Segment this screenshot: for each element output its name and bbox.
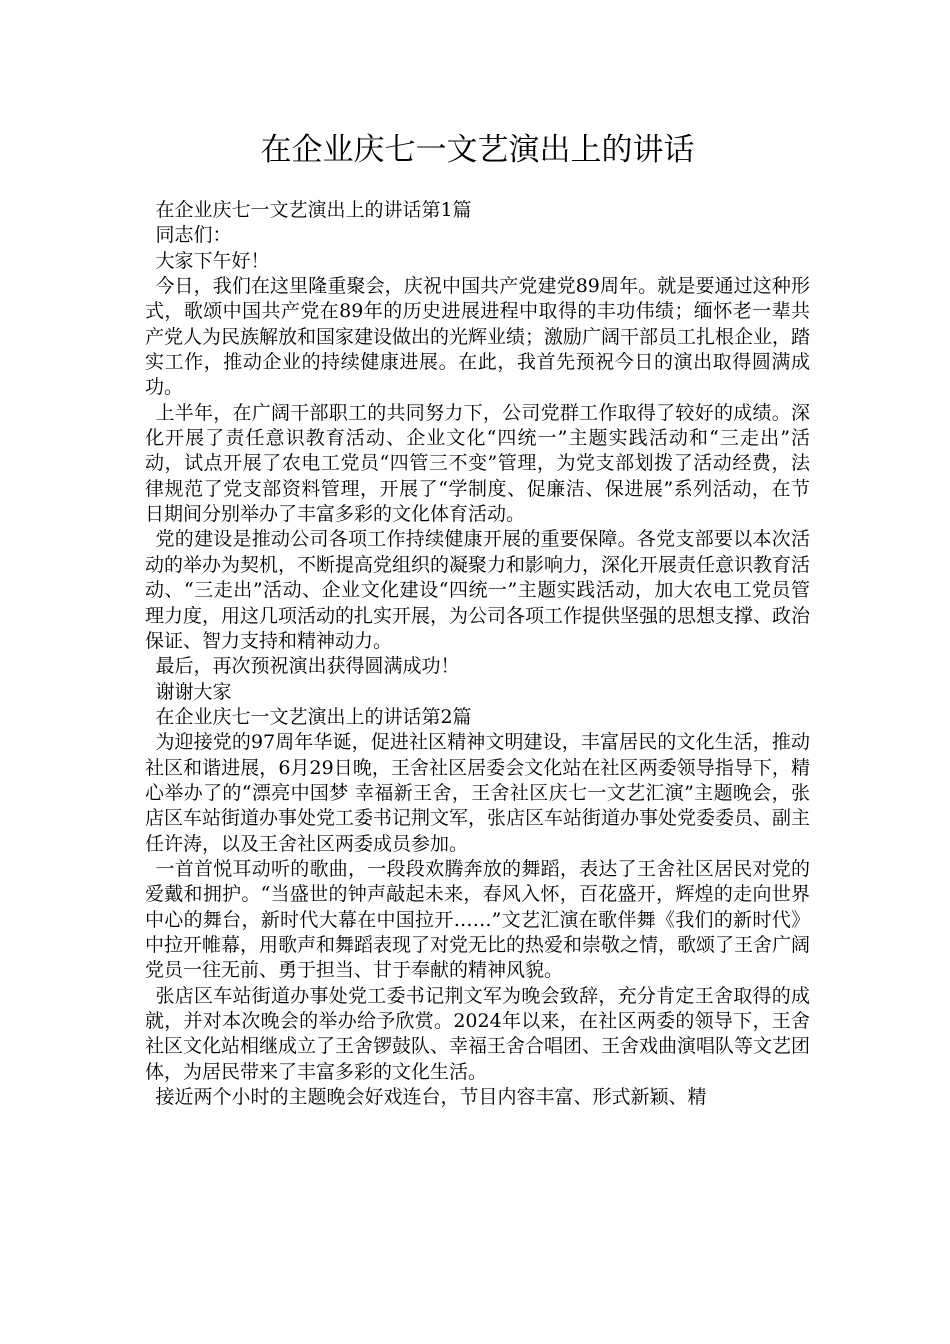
body-paragraph: 今日，我们在这里隆重聚会，庆祝中国共产党建党89周年。就是要通过这种形式，歌颂中国共产党在89年的历史进展进程中取得的丰功伟绩；缅怀老一辈共产党人为民族解放和国家建设做出的光辉业绩；激励广阔干部员工扎根企业，踏实工作，推动企业的持续健康进展。在此，我首先预祝今日的演出取得圆满成功。 <box>145 275 810 399</box>
greeting: 大家下午好！ <box>155 249 270 272</box>
section-heading-1: 在企业庆七一文艺演出上的讲话第1篇 <box>155 199 472 221</box>
document-title: 在企业庆七一文艺演出上的讲话 <box>260 132 695 168</box>
document-body <box>145 198 810 1110</box>
thanks: 谢谢大家 <box>155 680 232 703</box>
closing-wish: 最后，再次预祝演出获得圆满成功！ <box>155 655 460 678</box>
body-paragraph: 上半年，在广阔干部职工的共同努力下，公司党群工作取得了较好的成绩。深化开展了责任意识教育活动、企业文化“四统一”主题实践活动和“三走出”活动，试点开展了农电工党员“四管三不变”管理，为党支部划拨了活动经费，法律规范了党支部资料管理，开展了“学制度、促廉洁、保进展”系列活动，在节日期间分别举办了丰富多彩的文化体育活动。 <box>145 401 810 526</box>
section-heading-2: 在企业庆七一文艺演出上的讲话第2篇 <box>155 705 472 728</box>
body-paragraph: 党的建设是推动公司各项工作持续健康开展的重要保障。各党支部要以本次活动的举办为契机，不断提高党组织的凝聚力和影响力，深化开展责任意识教育活动、“三走出”活动、企业文化建设“四统一”主题实践活动，加大农电工党员管理力度，用这几项活动的扎实开展，为公司各项工作提供坚强的思想支撑、政治保证、智力支持和精神动力。 <box>145 528 810 652</box>
body-paragraph: 为迎接党的97周年华诞，促进社区精神文明建设，丰富居民的文化生活，推动社区和谐进展，6月29日晚，王舍社区居委会文化站在社区两委领导指导下，精心举办了的“漂亮中国梦 幸福新王舍，王舍社区庆七一文艺汇演”主题晚会，张店区车站街道办事处党工委书记荆文军，张店区车站街道办事处党委委员、副主任许涛，以及王舍社区两委成员参加。 <box>145 731 810 855</box>
body-paragraph: 一首首悦耳动听的歌曲，一段段欢腾奔放的舞蹈，表达了王舍社区居民对党的爱戴和拥护。“当盛世的钟声敲起未来，春风入怀，百花盛开，辉煌的走向世界中心的舞台，新时代大幕在中国拉开……”文艺汇演在歌伴舞《我们的新时代》中拉开帷幕，用歌声和舞蹈表现了对党无比的热爱和崇敬之情，歌颂了王舍广阔党员一往无前、勇于担当、甘于奉献的精神风貌。 <box>145 857 810 982</box>
salutation: 同志们： <box>155 224 232 247</box>
document-page <box>145 0 810 1344</box>
body-paragraph: 张店区车站街道办事处党工委书记荆文军为晚会致辞，充分肯定王舍取得的成就，并对本次晚会的举办给予欣赏。2024年以来，在社区两委的领导下，王舍社区文化站相继成立了王舍锣鼓队、幸福王舍合唱团、王舍戏曲演唱队等文艺团体，为居民带来了丰富多彩的文化生活。 <box>145 984 810 1083</box>
body-paragraph: 接近两个小时的主题晚会好戏连台，节目内容丰富、形式新颖、精 <box>155 1086 707 1109</box>
